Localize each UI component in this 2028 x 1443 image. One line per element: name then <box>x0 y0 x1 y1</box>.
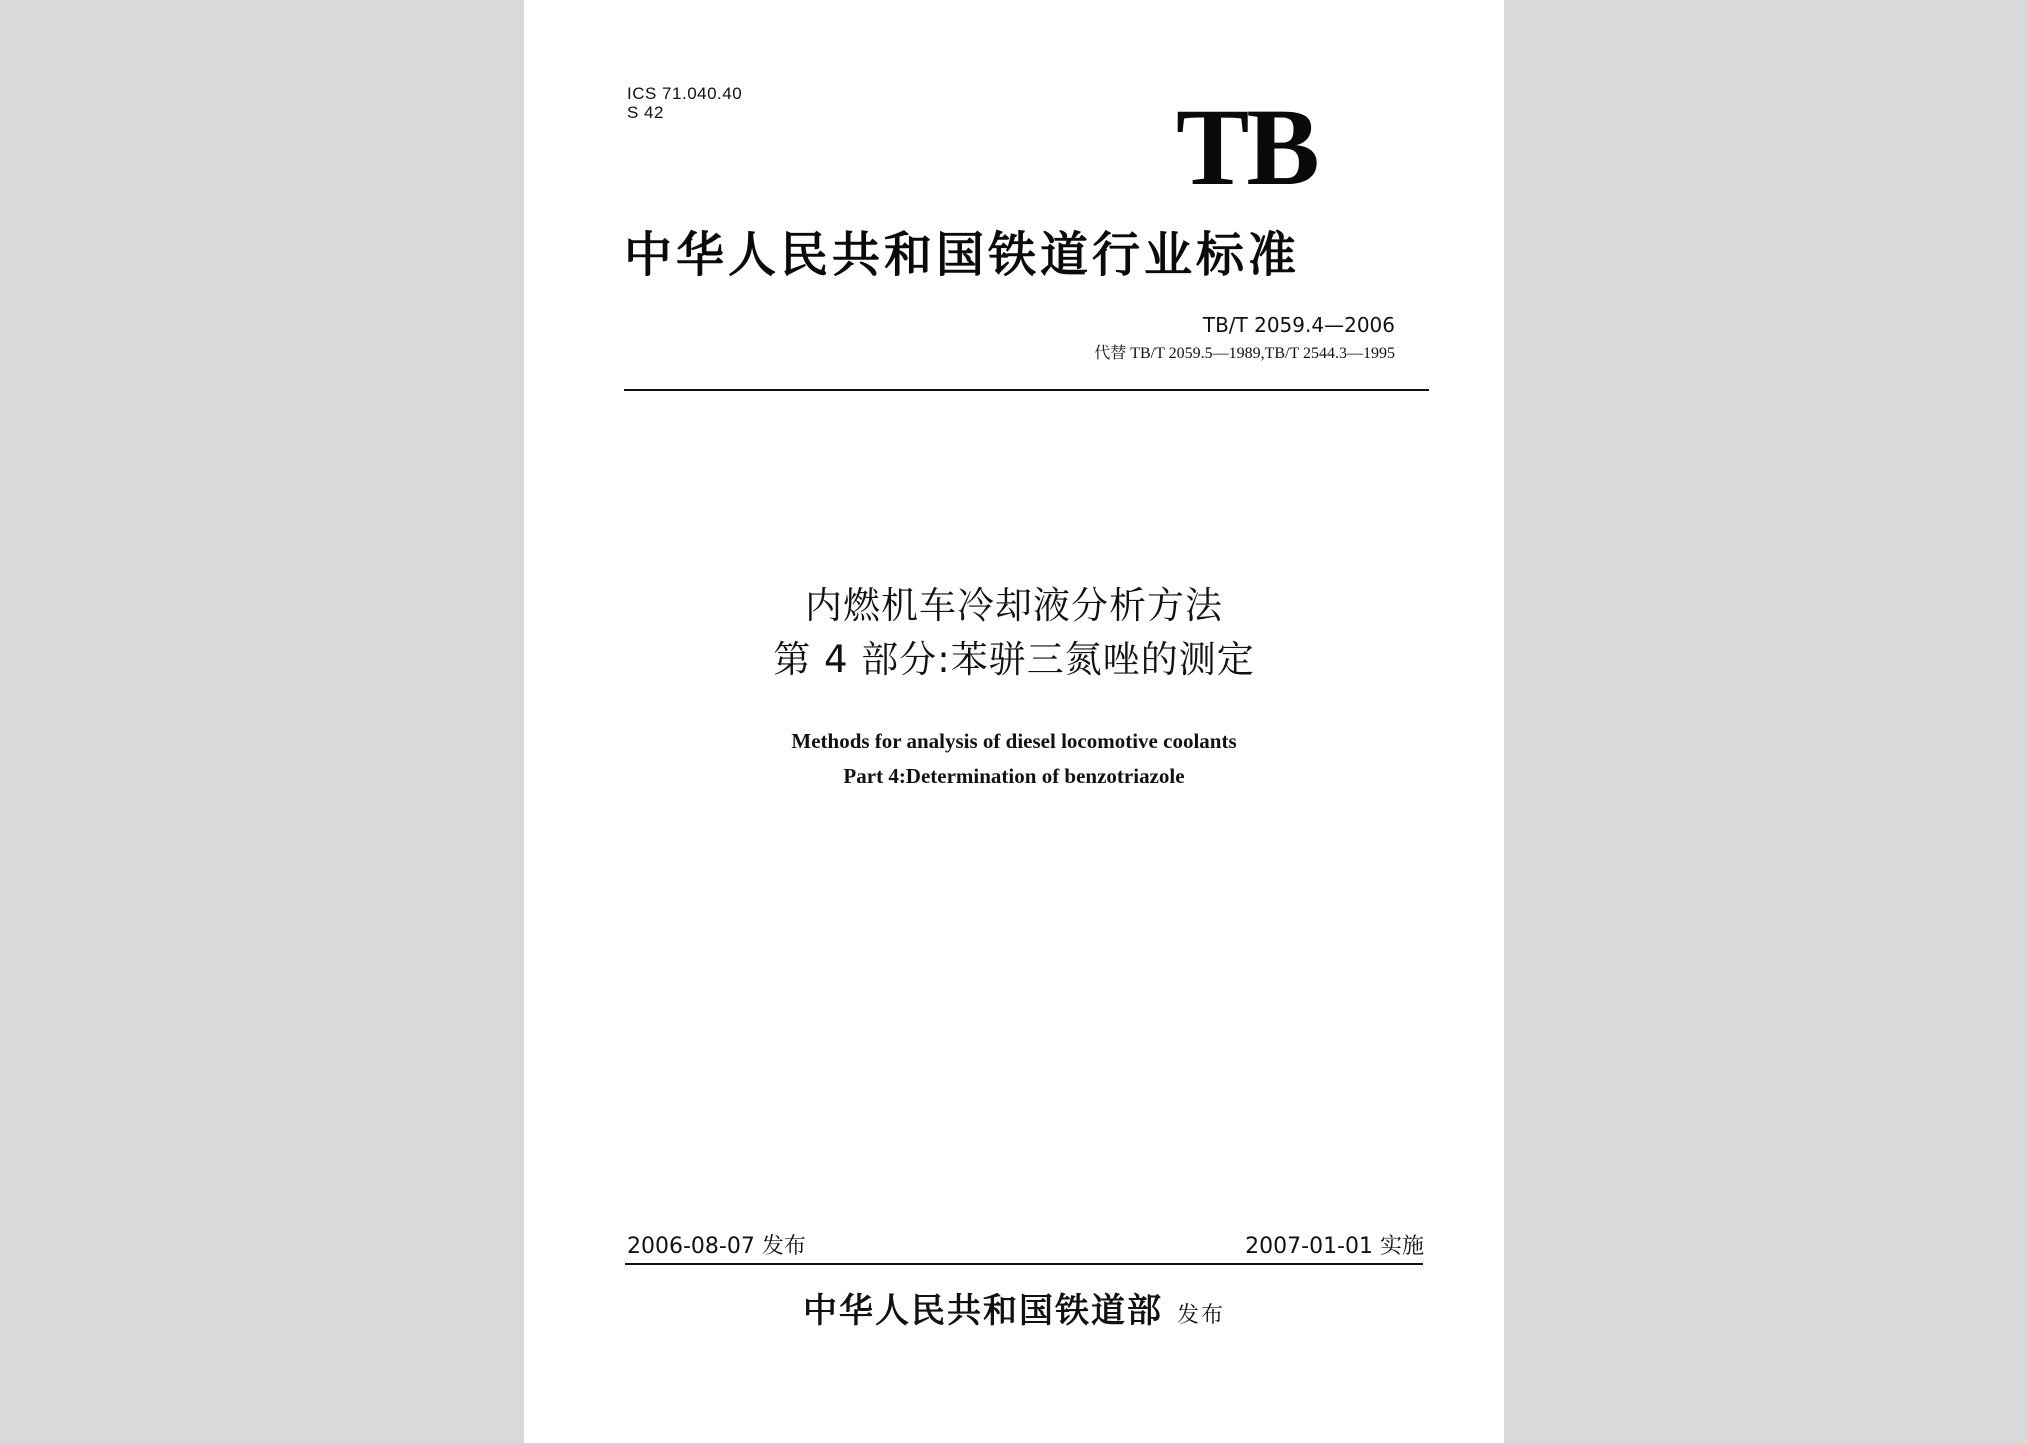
document-page <box>524 0 1504 1443</box>
class-code: S 42 <box>627 103 664 122</box>
ics-code: ICS 71.040.40 <box>627 84 743 103</box>
issuer-line <box>524 1290 1504 1337</box>
title-cn-line1: 内燃机车冷却液分析方法 <box>805 584 1223 627</box>
title-cn-line2: 第 4 部分:苯骈三氮唑的测定 <box>773 638 1255 681</box>
classification-block <box>627 84 742 122</box>
issuer-name: 中华人民共和国铁道部 <box>802 1291 1163 1331</box>
header-divider <box>624 389 1429 391</box>
standard-number: TB/T 2059.4—2006 <box>1202 313 1395 337</box>
title-en-line2: Part 4:Determination of benzotriazole <box>843 764 1185 788</box>
title-en-line1: Methods for analysis of diesel locomotive coolants <box>791 729 1237 753</box>
implementation-date: 2007-01-01 实施 <box>1245 1234 1424 1259</box>
issue-date: 2006-08-07 发布 <box>627 1234 806 1259</box>
supersedes-note: 代替 TB/T 2059.5—1989,TB/T 2544.3—1995 <box>1094 345 1395 362</box>
footer-divider <box>625 1263 1423 1265</box>
tb-logo: TB <box>1176 86 1317 208</box>
issuer-suffix: 发布 <box>1176 1303 1225 1328</box>
standard-category-title: 中华人民共和国铁道行业标准 <box>624 227 1301 283</box>
